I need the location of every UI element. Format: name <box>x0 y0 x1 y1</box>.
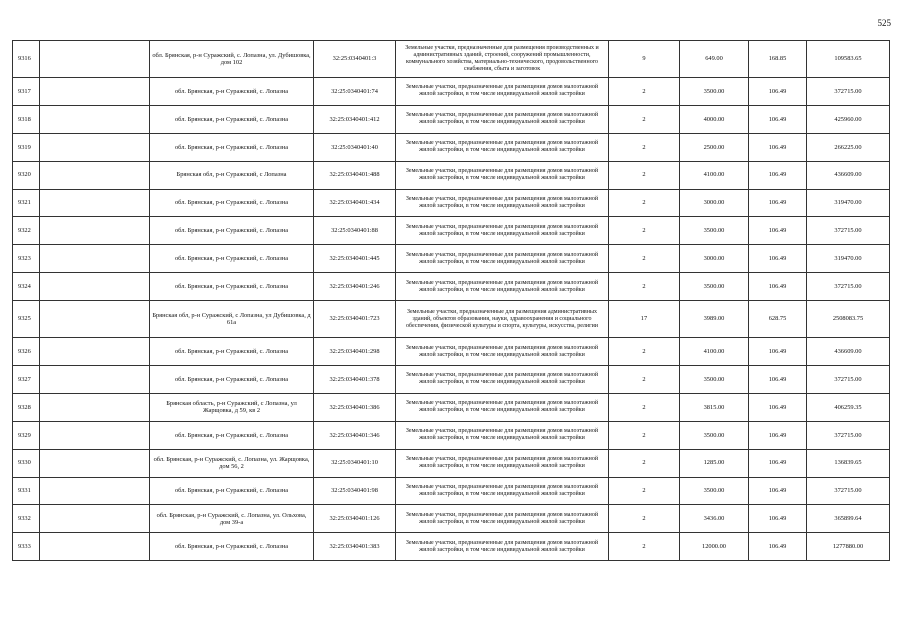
table-row <box>13 301 890 338</box>
cell-number: 9326 <box>13 338 40 366</box>
cell-empty <box>40 161 150 189</box>
cell-rate: 106.49 <box>749 533 807 561</box>
cell-cadastral-value: 266225.00 <box>807 133 890 161</box>
cell-cadastral-value: 365899.64 <box>807 505 890 533</box>
cell-address: обл. Брянская, р-н Суражский, с. Лопазна, ул. Жарщовка, дом 56, 2 <box>150 449 314 477</box>
cell-empty <box>40 133 150 161</box>
cell-address: обл. Брянская, р-н Суражский, с. Лопазна <box>150 189 314 217</box>
cell-rate: 106.49 <box>749 393 807 421</box>
cell-cadastral-number: 32:25:0340401:386 <box>314 393 396 421</box>
table-row <box>13 105 890 133</box>
cell-cadastral-number: 32:25:0340401:10 <box>314 449 396 477</box>
cell-area: 3500.00 <box>680 477 749 505</box>
cell-rate: 106.49 <box>749 421 807 449</box>
cell-number: 9325 <box>13 301 40 338</box>
table-body <box>13 41 890 561</box>
land-table <box>12 40 890 561</box>
cell-cadastral-number: 32:25:0340401:40 <box>314 133 396 161</box>
cell-address: Брянская область, р-н Суражский, с Лопазна, ул Жарщовка, д 59, кв 2 <box>150 393 314 421</box>
cell-empty <box>40 533 150 561</box>
cell-purpose-code: 9 <box>609 41 680 78</box>
cell-area: 3000.00 <box>680 245 749 273</box>
cell-number: 9316 <box>13 41 40 78</box>
cell-cadastral-value: 109583.65 <box>807 41 890 78</box>
table-row <box>13 133 890 161</box>
cell-cadastral-number: 32:25:0340401:383 <box>314 533 396 561</box>
cell-rate: 106.49 <box>749 217 807 245</box>
cell-purpose-code: 2 <box>609 105 680 133</box>
cell-purpose-code: 2 <box>609 78 680 106</box>
cell-empty <box>40 366 150 394</box>
cell-number: 9323 <box>13 245 40 273</box>
table-row <box>13 217 890 245</box>
cell-address: обл. Брянская, р-н Суражский, с. Лопазна <box>150 338 314 366</box>
cell-number: 9322 <box>13 217 40 245</box>
cell-land-purpose: Земельные участки, предназначенные для размещения домов малоэтажной жилой застройки, в том числе индивидуальной жилой застройки <box>396 505 609 533</box>
cell-cadastral-number: 32:25:0340401:3 <box>314 41 396 78</box>
cell-empty <box>40 393 150 421</box>
cell-area: 3500.00 <box>680 78 749 106</box>
cell-number: 9324 <box>13 273 40 301</box>
cell-cadastral-value: 319470.00 <box>807 189 890 217</box>
cell-address: Брянская обл, р-н Суражский, с Лопазна, ул Дубишовка, д 61а <box>150 301 314 338</box>
cell-land-purpose: Земельные участки, предназначенные для размещения домов малоэтажной жилой застройки, в том числе индивидуальной жилой застройки <box>396 477 609 505</box>
cell-area: 4000.00 <box>680 105 749 133</box>
cell-number: 9329 <box>13 421 40 449</box>
cell-area: 1285.00 <box>680 449 749 477</box>
cell-empty <box>40 245 150 273</box>
cell-area: 3815.00 <box>680 393 749 421</box>
cell-cadastral-number: 32:25:0340401:434 <box>314 189 396 217</box>
cell-land-purpose: Земельные участки, предназначенные для размещения домов малоэтажной жилой застройки, в том числе индивидуальной жилой застройки <box>396 366 609 394</box>
cell-purpose-code: 2 <box>609 338 680 366</box>
cell-cadastral-number: 32:25:0340401:445 <box>314 245 396 273</box>
cell-address: обл. Брянская, р-н Суражский, с. Лопазна <box>150 105 314 133</box>
cell-cadastral-value: 372715.00 <box>807 477 890 505</box>
cell-address: обл. Брянская, р-н Суражский, с. Лопазна <box>150 273 314 301</box>
cell-address: обл. Брянская, р-н Суражский, с. Лопазна <box>150 245 314 273</box>
cell-address: Брянская обл, р-н Суражский, с Лопазна <box>150 161 314 189</box>
cell-purpose-code: 2 <box>609 505 680 533</box>
cell-cadastral-number: 32:25:0340401:298 <box>314 338 396 366</box>
cell-address: обл. Брянская, р-н Суражский, с. Лопазна <box>150 366 314 394</box>
cell-cadastral-value: 136839.65 <box>807 449 890 477</box>
cell-area: 4100.00 <box>680 161 749 189</box>
cell-cadastral-value: 372715.00 <box>807 217 890 245</box>
cell-empty <box>40 301 150 338</box>
table-row <box>13 245 890 273</box>
cell-area: 3500.00 <box>680 366 749 394</box>
cell-land-purpose: Земельные участки, предназначенные для размещения домов малоэтажной жилой застройки, в том числе индивидуальной жилой застройки <box>396 78 609 106</box>
cell-address: обл. Брянская, р-н Суражский, с. Лопазна, ул. Дубишовка, дом 102 <box>150 41 314 78</box>
cell-empty <box>40 189 150 217</box>
cell-empty <box>40 449 150 477</box>
cell-purpose-code: 2 <box>609 189 680 217</box>
table-row <box>13 161 890 189</box>
cell-number: 9321 <box>13 189 40 217</box>
cell-cadastral-value: 425960.00 <box>807 105 890 133</box>
cell-land-purpose: Земельные участки, предназначенные для размещения домов малоэтажной жилой застройки, в том числе индивидуальной жилой застройки <box>396 105 609 133</box>
cell-rate: 106.49 <box>749 189 807 217</box>
cell-area: 2500.00 <box>680 133 749 161</box>
cell-purpose-code: 2 <box>609 393 680 421</box>
cell-rate: 106.49 <box>749 78 807 106</box>
table-row <box>13 393 890 421</box>
cell-purpose-code: 2 <box>609 217 680 245</box>
cell-address: обл. Брянская, р-н Суражский, с. Лопазна <box>150 477 314 505</box>
cell-rate: 168.85 <box>749 41 807 78</box>
cell-cadastral-number: 32:25:0340401:346 <box>314 421 396 449</box>
page-number: 525 <box>877 18 891 28</box>
cell-empty <box>40 273 150 301</box>
cell-area: 12000.00 <box>680 533 749 561</box>
cell-rate: 106.49 <box>749 105 807 133</box>
cell-number: 9318 <box>13 105 40 133</box>
cell-area: 649.00 <box>680 41 749 78</box>
cell-empty <box>40 505 150 533</box>
cell-address: обл. Брянская, р-н Суражский, с. Лопазна <box>150 78 314 106</box>
cell-number: 9333 <box>13 533 40 561</box>
cell-cadastral-number: 32:25:0340401:378 <box>314 366 396 394</box>
cell-land-purpose: Земельные участки, предназначенные для размещения домов малоэтажной жилой застройки, в том числе индивидуальной жилой застройки <box>396 421 609 449</box>
cell-empty <box>40 477 150 505</box>
cell-cadastral-value: 372715.00 <box>807 366 890 394</box>
cell-cadastral-number: 32:25:0340401:723 <box>314 301 396 338</box>
cell-rate: 106.49 <box>749 505 807 533</box>
cell-empty <box>40 421 150 449</box>
cell-empty <box>40 78 150 106</box>
cell-cadastral-value: 436609.00 <box>807 338 890 366</box>
cell-purpose-code: 2 <box>609 245 680 273</box>
cell-number: 9330 <box>13 449 40 477</box>
cell-purpose-code: 2 <box>609 273 680 301</box>
cell-address: обл. Брянская, р-н Суражский, с. Лопазна, ул. Ольхова, дом 39-а <box>150 505 314 533</box>
cell-empty <box>40 105 150 133</box>
table-row <box>13 78 890 106</box>
cell-cadastral-value: 372715.00 <box>807 421 890 449</box>
cell-land-purpose: Земельные участки, предназначенные для размещения домов малоэтажной жилой застройки, в том числе индивидуальной жилой застройки <box>396 338 609 366</box>
cell-area: 3500.00 <box>680 217 749 245</box>
cell-purpose-code: 2 <box>609 449 680 477</box>
cell-land-purpose: Земельные участки, предназначенные для размещения домов малоэтажной жилой застройки, в том числе индивидуальной жилой застройки <box>396 273 609 301</box>
cell-purpose-code: 17 <box>609 301 680 338</box>
cell-area: 3989.00 <box>680 301 749 338</box>
cell-land-purpose: Земельные участки, предназначенные для размещения домов малоэтажной жилой застройки, в том числе индивидуальной жилой застройки <box>396 533 609 561</box>
cell-cadastral-value: 1277880.00 <box>807 533 890 561</box>
cell-number: 9327 <box>13 366 40 394</box>
cell-area: 3500.00 <box>680 421 749 449</box>
cell-address: обл. Брянская, р-н Суражский, с. Лопазна <box>150 421 314 449</box>
cell-purpose-code: 2 <box>609 421 680 449</box>
cell-rate: 106.49 <box>749 449 807 477</box>
cell-cadastral-value: 406259.35 <box>807 393 890 421</box>
cell-area: 3436.00 <box>680 505 749 533</box>
table-row <box>13 421 890 449</box>
table-row <box>13 41 890 78</box>
cell-cadastral-value: 372715.00 <box>807 273 890 301</box>
table-row <box>13 189 890 217</box>
table-row <box>13 533 890 561</box>
table-row <box>13 505 890 533</box>
cell-land-purpose: Земельные участки, предназначенные для размещения домов малоэтажной жилой застройки, в том числе индивидуальной жилой застройки <box>396 161 609 189</box>
cell-cadastral-number: 32:25:0340401:246 <box>314 273 396 301</box>
cell-cadastral-number: 32:25:0340401:98 <box>314 477 396 505</box>
cell-purpose-code: 2 <box>609 533 680 561</box>
cell-rate: 106.49 <box>749 133 807 161</box>
cell-empty <box>40 338 150 366</box>
cell-rate: 628.75 <box>749 301 807 338</box>
cell-address: обл. Брянская, р-н Суражский, с. Лопазна <box>150 217 314 245</box>
cell-number: 9331 <box>13 477 40 505</box>
cell-cadastral-number: 32:25:0340401:412 <box>314 105 396 133</box>
table-row <box>13 338 890 366</box>
cell-number: 9332 <box>13 505 40 533</box>
cell-cadastral-number: 32:25:0340401:88 <box>314 217 396 245</box>
cell-number: 9317 <box>13 78 40 106</box>
cell-area: 3000.00 <box>680 189 749 217</box>
table-row <box>13 449 890 477</box>
cell-cadastral-value: 436609.00 <box>807 161 890 189</box>
cell-cadastral-value: 319470.00 <box>807 245 890 273</box>
cell-rate: 106.49 <box>749 273 807 301</box>
cell-purpose-code: 2 <box>609 133 680 161</box>
cell-address: обл. Брянская, р-н Суражский, с. Лопазна <box>150 133 314 161</box>
cell-land-purpose: Земельные участки, предназначенные для размещения домов малоэтажной жилой застройки, в том числе индивидуальной жилой застройки <box>396 449 609 477</box>
cell-land-purpose: Земельные участки, предназначенные для размещения домов малоэтажной жилой застройки, в том числе индивидуальной жилой застройки <box>396 245 609 273</box>
cell-rate: 106.49 <box>749 161 807 189</box>
cell-rate: 106.49 <box>749 338 807 366</box>
table-row <box>13 366 890 394</box>
table-row <box>13 273 890 301</box>
cell-rate: 106.49 <box>749 245 807 273</box>
cell-empty <box>40 41 150 78</box>
cell-land-purpose: Земельные участки, предназначенные для размещения административных зданий, объектов образования, науки, здравоохранения и социального обеспечения, физической культуры и спорта, культуры, искусства, религии <box>396 301 609 338</box>
cell-cadastral-value: 2508083.75 <box>807 301 890 338</box>
cell-cadastral-number: 32:25:0340401:126 <box>314 505 396 533</box>
cell-number: 9320 <box>13 161 40 189</box>
cell-land-purpose: Земельные участки, предназначенные для размещения домов малоэтажной жилой застройки, в том числе индивидуальной жилой застройки <box>396 217 609 245</box>
cell-land-purpose: Земельные участки, предназначенные для размещения производственных и административных зданий, строений, сооружений промышленности, коммунального хозяйства, материально-технического, продовольственного снабжения, сбыта и заготовок <box>396 41 609 78</box>
cell-purpose-code: 2 <box>609 366 680 394</box>
cell-number: 9319 <box>13 133 40 161</box>
cell-land-purpose: Земельные участки, предназначенные для размещения домов малоэтажной жилой застройки, в том числе индивидуальной жилой застройки <box>396 133 609 161</box>
cell-cadastral-value: 372715.00 <box>807 78 890 106</box>
table-row <box>13 477 890 505</box>
cell-empty <box>40 217 150 245</box>
cell-purpose-code: 2 <box>609 161 680 189</box>
cell-rate: 106.49 <box>749 366 807 394</box>
cell-land-purpose: Земельные участки, предназначенные для размещения домов малоэтажной жилой застройки, в том числе индивидуальной жилой застройки <box>396 189 609 217</box>
cell-number: 9328 <box>13 393 40 421</box>
cell-rate: 106.49 <box>749 477 807 505</box>
cell-area: 4100.00 <box>680 338 749 366</box>
cell-purpose-code: 2 <box>609 477 680 505</box>
cell-cadastral-number: 32:25:0340401:488 <box>314 161 396 189</box>
cell-land-purpose: Земельные участки, предназначенные для размещения домов малоэтажной жилой застройки, в том числе индивидуальной жилой застройки <box>396 393 609 421</box>
cell-area: 3500.00 <box>680 273 749 301</box>
cell-cadastral-number: 32:25:0340401:74 <box>314 78 396 106</box>
cell-address: обл. Брянская, р-н Суражский, с. Лопазна <box>150 533 314 561</box>
